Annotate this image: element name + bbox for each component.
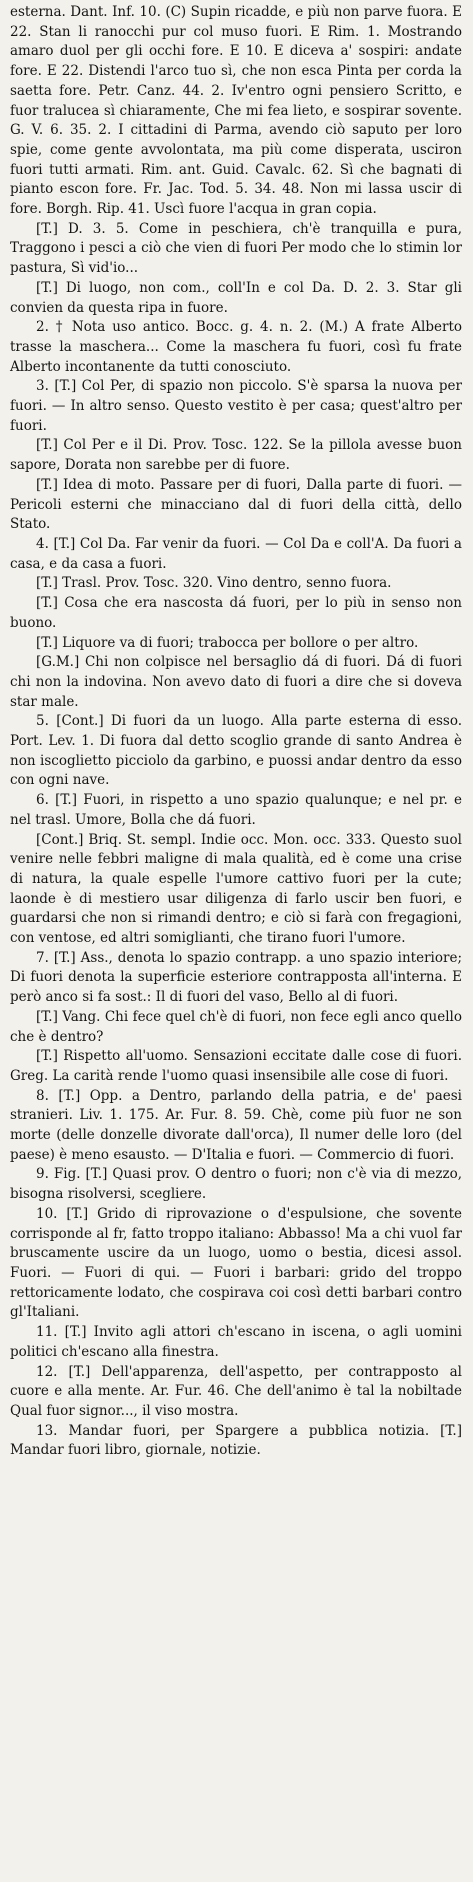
entry-paragraph: [T.] Cosa che era nascosta dá fuori, per lo più in senso non buono.: [10, 595, 462, 631]
entry-paragraph: 6. [T.] Fuori, in rispetto a uno spazio qualunque; e nel pr. e nel trasl. Umore, Bolla che dá fuori.: [10, 792, 462, 828]
entry-paragraph: [T.] Trasl. Prov. Tosc. 320. Vino dentro, senno fuora.: [36, 575, 392, 592]
entry-paragraph: [Cont.] Briq. St. sempl. Indie occ. Mon. occ. 333. Questo suol venire nelle febbri maligne di mala qualità, ed è come una crise di natura, la quale espelle l'umore cattivo fuori per la cute; laonde è di mestiero usar diligenza di farlo uscir ben fuori, e guardarsi che non si rimandi dentro; e ciò si farà con fregagioni, con ventose, ed altri somiglianti, che tirano fuori l'umore.: [10, 831, 462, 947]
entry-paragraph: 10. [T.] Grido di riprovazione o d'espulsione, che sovente corrisponde al fr, fatto troppo italiano: Abbasso! Ma a chi vuol far bruscamente uscire da un luogo, uomo o bestia, dicesi assol. Fuori. — Fuori di qui. — Fuori i barbari: grido del troppo rettoricamente lodato, che cospirava coi così detti barbari contro gl'Italiani.: [10, 1205, 462, 1321]
entry-paragraph: 4. [T.] Col Da. Far venir da fuori. — Col Da e coll'A. Da fuori a casa, e da casa a fuori.: [10, 535, 462, 572]
entry-paragraph: [T.] Liquore va di fuori; trabocca per bollore o per altro.: [36, 634, 419, 651]
entry-paragraph: [T.] Rispetto all'uomo. Sensazioni eccitate dalle cose di fuori. Greg. La carità rende l'uomo quasi insensibile alle cose di fuori.: [10, 1048, 462, 1084]
entry-paragraph: [T.] Col Per e il Di. Prov. Tosc. 122. Se la pillola avesse buon sapore, Dorata non sarebbe per di fuore.: [10, 437, 462, 474]
entry-paragraph: [T.] Vang. Chi fece quel ch'è di fuori, non fece egli anco quello che è dentro?: [10, 1008, 462, 1045]
entry-paragraph: 2. † Nota uso antico. Bocc. g. 4. n. 2. (M.) A frate Alberto trasse la maschera... Come la maschera fu fuori, così fu frate Alberto incontanente da tutti conosciuto.: [10, 319, 462, 375]
entry-paragraph: 13. Mandar fuori, per Spargere a pubblica notizia. [T.] Mandar fuori libro, giornale, notizie.: [10, 1422, 462, 1459]
entry-paragraph: 12. [T.] Dell'apparenza, dell'aspetto, per contrapposto al cuore e alla mente. Ar. Fur. 46. Che dell'animo è tal la nobiltade Qual fuor signor..., il viso mostra.: [10, 1363, 462, 1419]
entry-paragraph: 7. [T.] Ass., denota lo spazio contrapp. a uno spazio interiore; Di fuori denota la superficie esteriore contrapposta all'interna. E però anco si fa sost.: Il di fuori del vaso, Bello al di fuori.: [10, 949, 462, 1006]
entry-paragraph: [T.] D. 3. 5. Come in peschiera, ch'è tranquilla e pura, Traggono i pesci a ciò che vien di fuori Per modo che lo stimin lor pastura, Sì vid'io...: [10, 220, 462, 277]
entry-paragraph: [T.] Di luogo, non com., coll'In e col Da. D. 2. 3. Star gli convien da questa ripa in fuore.: [10, 279, 462, 316]
entry-paragraph: 5. [Cont.] Di fuori da un luogo. Alla parte esterna di esso. Port. Lev. 1. Di fuora dal detto scoglio grande di santo Andrea è non iscoglietto picciolo da garbino, e puossi andar dentro da esso con ogni nave.: [10, 713, 462, 789]
entry-paragraph: [T.] Idea di moto. Passare per di fuori, Dalla parte di fuori. — Pericoli esterni che minacciano dal di fuori della città, dello Stato.: [10, 476, 462, 533]
entry-paragraph: 3. [T.] Col Per, di spazio non piccolo. S'è sparsa la nuova per fuori. — In altro senso. Questo vestito è per casa; quest'altro per fuori.: [10, 378, 462, 434]
entry-paragraph: 9. Fig. [T.] Quasi prov. O dentro o fuori; non c'è via di mezzo, bisogna risolversi, scegliere.: [10, 1166, 462, 1203]
entry-paragraph: 8. [T.] Opp. a Dentro, parlando della patria, e de' paesi stranieri. Liv. 1. 175. Ar. Fur. 8. 59. Chè, come più fuor ne son morte (delle donzelle divorate dall'orca), Il numer delle loro (del paese) è meno esausto. — D'Italia e fuori. — Commercio di fuori.: [10, 1087, 462, 1163]
entry-paragraph-continuation: esterna. Dant. Inf. 10. (C) Supin ricadde, e più non parve fuora. E 22. Stan li ranocchi pur col muso fuori. E Rim. 1. Mostrando amaro duol per gli occhi fore. E 10. E diceva a' sospiri: andate fore. E 22. Distendi l'arco tuo sì, che non esca Pinta per corda la saetta fore. Petr. Canz. 44. 2. Iv'entro ogni pensiero Scritto, e fuor tralucea sì chiaramente, Che mi fea lieto, e sospirar sovente. G. V. 6. 35. 2. I cittadini di Parma, avendo ciò saputo per loro spie, come gente avvolontata, ma più come disperata, usciron fuori tutti armati. Rim. ant. Guid. Cavalc. 62. Sì che bagnati di pianto escon fore. Fr. Jac. Tod. 5. 34. 48. Non mi lassa uscir di fore. Borgh. Rip. 41. Uscì fuore l'acqua in gran copia.: [10, 4, 462, 218]
entry-paragraph: 11. [T.] Invito agli attori ch'escano in iscena, o agli uomini politici ch'escano alla finestra.: [10, 1324, 462, 1360]
entry-paragraph: [G.M.] Chi non colpisce nel bersaglio dá di fuori. Dá di fuori chi non la indovina. Non avevo dato di fuori a dire che si doveva star male.: [10, 654, 462, 710]
